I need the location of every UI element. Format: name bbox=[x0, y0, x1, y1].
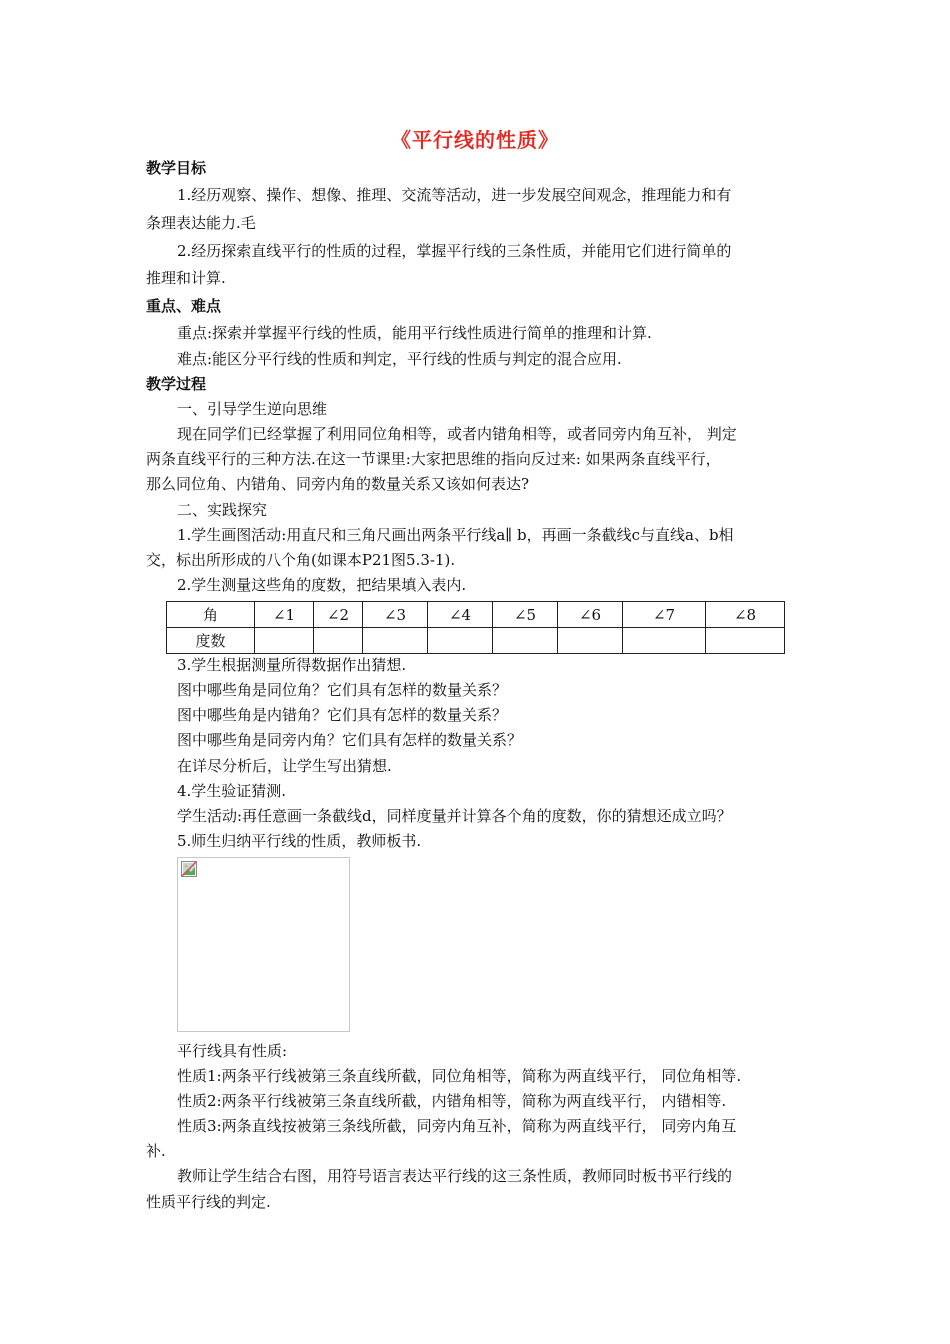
angle-table bbox=[166, 601, 785, 654]
angle-row bbox=[167, 602, 785, 628]
step1-line-2: 交，标出所形成的八个角(如课本P21图5.3-1). bbox=[146, 551, 456, 569]
student-activity: 学生活动:再任意画一条截线d，同样度量并计算各个角的度数，你的猜想还成立吗？ bbox=[177, 807, 732, 825]
part1-title: 一、引导学生逆向思维 bbox=[177, 400, 328, 418]
angle-cell-5: ∠5 bbox=[493, 602, 558, 628]
degree-cell-3 bbox=[363, 628, 428, 654]
question-1: 图中哪些角是同位角？它们具有怎样的数量关系？ bbox=[177, 681, 508, 699]
angle-cell-8: ∠8 bbox=[706, 602, 785, 628]
step1-line-1: 1.学生画图活动:用直尺和三角尺画出两条平行线a∥ b，再画一条截线c与直线a、b相 bbox=[177, 526, 734, 544]
angle-cell-7: ∠7 bbox=[623, 602, 706, 628]
property-1: 性质1:两条平行线被第三条直线所截，同位角相等，简称为两直线平行， 同位角相等. bbox=[177, 1067, 742, 1085]
angle-cell-4: ∠4 bbox=[428, 602, 493, 628]
step3: 3.学生根据测量所得数据作出猜想. bbox=[177, 656, 407, 674]
process-heading: 教学过程 bbox=[146, 375, 207, 393]
angle-cell-3: ∠3 bbox=[363, 602, 428, 628]
degree-cell-4 bbox=[428, 628, 493, 654]
degree-row bbox=[167, 628, 785, 654]
objective-1-line-2: 条理表达能力.毛 bbox=[146, 214, 256, 232]
key-point: 重点:探索并掌握平行线的性质，能用平行线性质进行简单的推理和计算. bbox=[177, 324, 652, 342]
objectives-heading: 教学目标 bbox=[146, 159, 207, 177]
property-3-line-1: 性质3:两条直线按被第三条线所截，同旁内角互补，简称为两直线平行， 同旁内角互 bbox=[177, 1117, 737, 1135]
degree-cell-2 bbox=[314, 628, 363, 654]
step2: 2.学生测量这些角的度数，把结果填入表内. bbox=[177, 576, 467, 594]
property-2: 性质2:两条平行线被第三条直线所截，内错角相等，简称为两直线平行， 内错相等. bbox=[177, 1092, 727, 1110]
angle-cell-2: ∠2 bbox=[314, 602, 363, 628]
degree-cell-8 bbox=[706, 628, 785, 654]
objective-2-line-1: 2.经历探索直线平行的性质的过程，掌握平行线的三条性质，并能用它们进行简单的 bbox=[177, 242, 732, 260]
figure-placeholder bbox=[177, 857, 350, 1032]
step4: 4.学生验证猜测. bbox=[177, 782, 287, 800]
part1-line-3: 那么同位角、内错角、同旁内角的数量关系又该如何表达? bbox=[146, 475, 530, 493]
degree-cell-1 bbox=[255, 628, 314, 654]
part2-title: 二、实践探究 bbox=[177, 501, 268, 519]
objective-2-line-2: 推理和计算. bbox=[146, 269, 226, 287]
angle-header-cell: 角 bbox=[167, 602, 255, 628]
properties-intro: 平行线具有性质: bbox=[177, 1042, 288, 1060]
degree-cell-5 bbox=[493, 628, 558, 654]
closing-line-2: 性质平行线的判定. bbox=[146, 1193, 271, 1211]
step5: 5.师生归纳平行线的性质，教师板书. bbox=[177, 832, 422, 850]
closing-line-1: 教师让学生结合右图，用符号语言表达平行线的这三条性质，教师同时板书平行线的 bbox=[177, 1167, 733, 1185]
document-title: 《平行线的性质》 bbox=[391, 128, 559, 152]
part1-line-2: 两条直线平行的三种方法.在这一节课里:大家把思维的指向反过来: 如果两条直线平行， bbox=[146, 450, 721, 468]
question-2: 图中哪些角是内错角？它们具有怎样的数量关系？ bbox=[177, 706, 508, 724]
broken-image-icon bbox=[181, 861, 197, 877]
objective-1-line-1: 1.经历观察、操作、想像、推理、交流等活动，进一步发展空间观念，推理能力和有 bbox=[177, 186, 732, 204]
property-3-line-2: 补. bbox=[146, 1142, 166, 1160]
difficult-point: 难点:能区分平行线的性质和判定，平行线的性质与判定的混合应用. bbox=[177, 350, 622, 368]
key-points-heading: 重点、难点 bbox=[146, 297, 222, 315]
degree-cell-7 bbox=[623, 628, 706, 654]
question-3: 图中哪些角是同旁内角？它们具有怎样的数量关系？ bbox=[177, 731, 523, 749]
after-analysis: 在详尽分析后，让学生写出猜想. bbox=[177, 757, 392, 775]
part1-line-1: 现在同学们已经掌握了利用同位角相等，或者内错角相等，或者同旁内角互补， 判定 bbox=[177, 425, 737, 443]
degree-header-cell: 度数 bbox=[167, 628, 255, 654]
angle-cell-6: ∠6 bbox=[558, 602, 623, 628]
degree-cell-6 bbox=[558, 628, 623, 654]
angle-cell-1: ∠1 bbox=[255, 602, 314, 628]
